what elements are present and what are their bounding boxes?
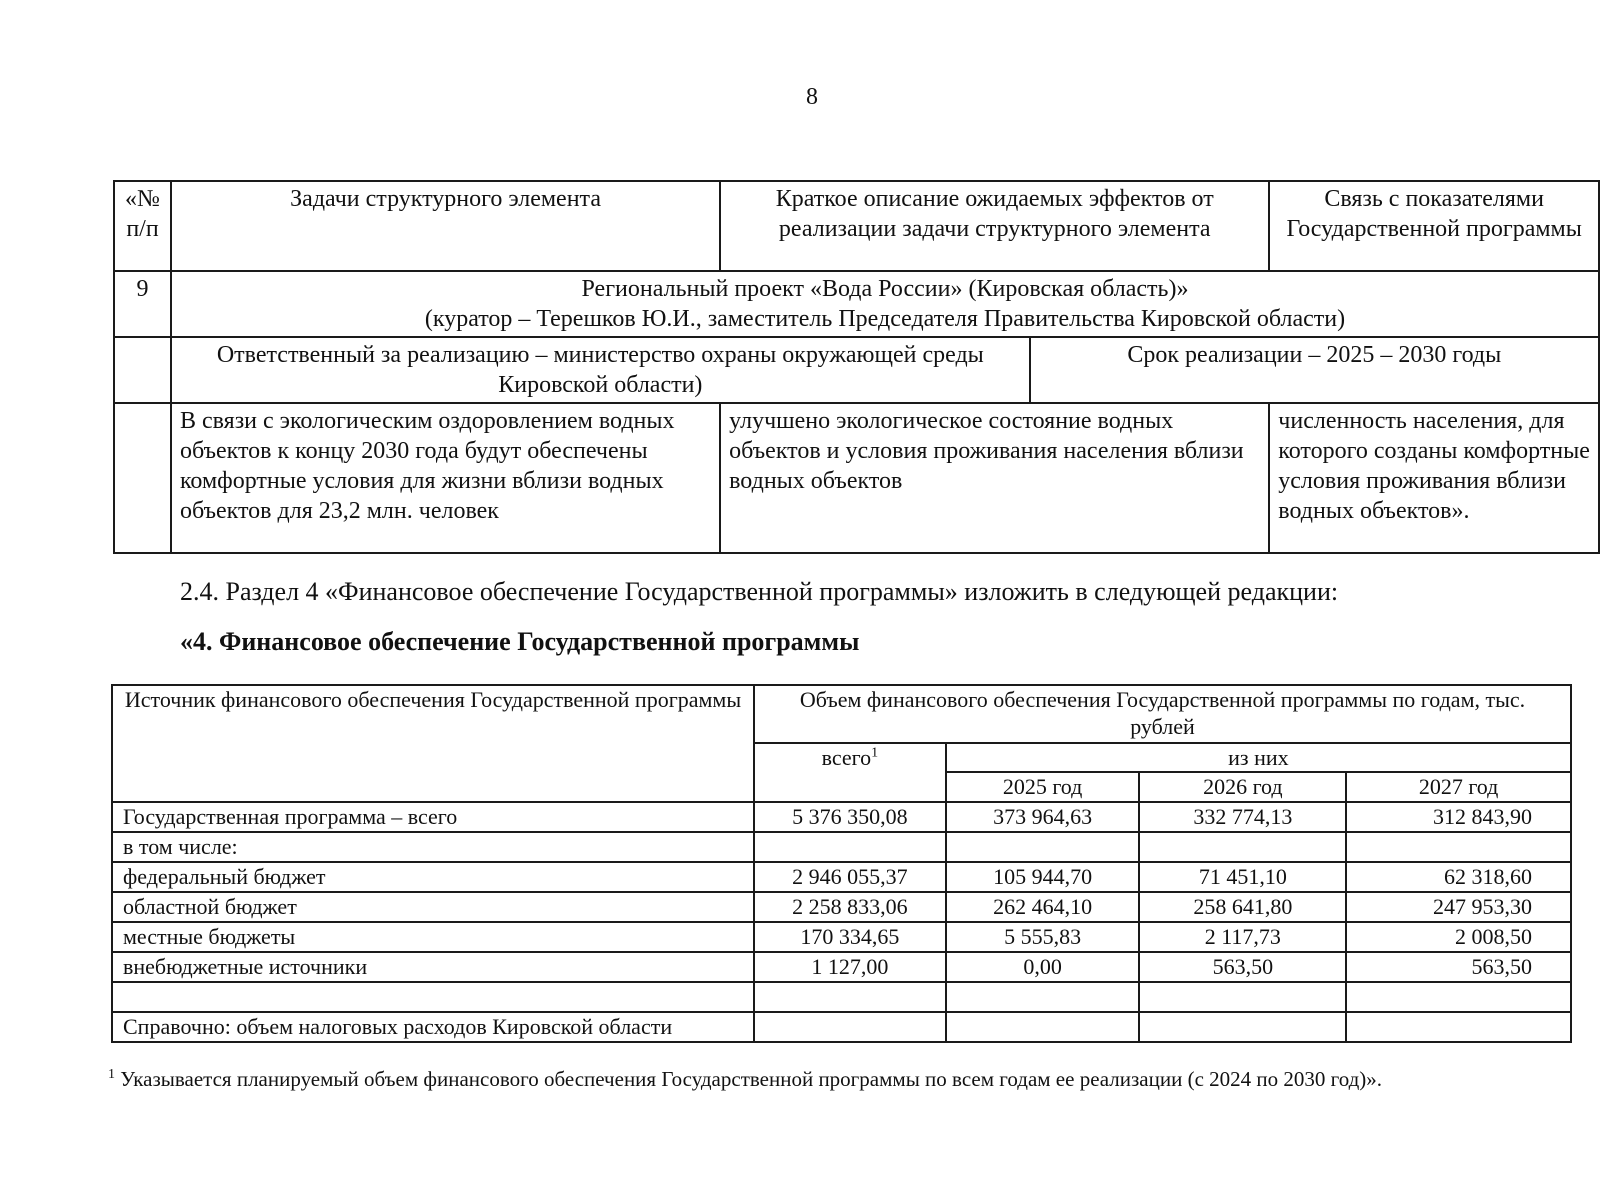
- row-value: [1139, 982, 1346, 1012]
- row-value: [1139, 832, 1346, 862]
- row-value: 5 376 350,08: [754, 802, 946, 832]
- row-value: 0,00: [946, 952, 1140, 982]
- row-value: [1346, 832, 1571, 862]
- effect-cell: улучшено экологическое состояние водных объектов и условия проживания населения вблизи водных объектов: [720, 403, 1269, 553]
- row-value: 5 555,83: [946, 922, 1140, 952]
- amendment-paragraph: 2.4. Раздел 4 «Финансовое обеспечение Государственной программы» изложить в следующей редакции:: [180, 577, 1339, 606]
- structural-element-table: [113, 180, 1600, 554]
- header-total-label: всего: [821, 745, 872, 770]
- table-row: [112, 862, 1571, 892]
- finance-table: [111, 684, 1572, 1043]
- footnote-text: Указывается планируемый объем финансового обеспечения Государственной программы по всем годам ее реализации (с 2024 по 2030 год)».: [120, 1067, 1383, 1091]
- table-row: [112, 802, 1571, 832]
- row-value: 332 774,13: [1139, 802, 1346, 832]
- header-year-2026: 2026 год: [1139, 772, 1346, 802]
- table-row: [112, 892, 1571, 922]
- table-row: [112, 922, 1571, 952]
- footnote-mark: 1: [108, 1067, 115, 1082]
- row-value: 247 953,30: [1346, 892, 1571, 922]
- row-value: [754, 1012, 946, 1042]
- project-row: [114, 271, 1599, 337]
- row-value: [754, 832, 946, 862]
- table-row: [112, 952, 1571, 982]
- row-label: федеральный бюджет: [112, 862, 754, 892]
- task-cell: В связи с экологическим оздоровлением водных объектов к концу 2030 года будут обеспечены комфортные условия для жизни вблизи водных объектов для 23,2 млн. человек: [171, 403, 720, 553]
- row-value: 312 843,90: [1346, 802, 1571, 832]
- table-header-row: [114, 181, 1599, 271]
- row-value: 373 964,63: [946, 802, 1140, 832]
- row-label: внебюджетные источники: [112, 952, 754, 982]
- page-number: 8: [806, 84, 818, 110]
- header-year-2027: 2027 год: [1346, 772, 1571, 802]
- row-value: 71 451,10: [1139, 862, 1346, 892]
- row-value: [754, 982, 946, 1012]
- row-value: [1346, 1012, 1571, 1042]
- header-volume: Объем финансового обеспечения Государственной программы по годам, тыс. рублей: [754, 685, 1571, 743]
- empty-num-cell: [114, 337, 171, 403]
- header-effects: Краткое описание ожидаемых эффектов от реализации задачи структурного элемента: [720, 181, 1269, 271]
- row-value: 170 334,65: [754, 922, 946, 952]
- row-value: [1139, 1012, 1346, 1042]
- header-tasks: Задачи структурного элемента: [171, 181, 720, 271]
- empty-num-cell: [114, 403, 171, 553]
- header-num: «№ п/п: [114, 181, 171, 271]
- row-label: местные бюджеты: [112, 922, 754, 952]
- header-source: Источник финансового обеспечения Государственной программы: [112, 685, 754, 802]
- header-year-2025: 2025 год: [946, 772, 1140, 802]
- link-cell: численность населения, для которого созданы комфортные условия проживания вблизи водных объектов».: [1269, 403, 1599, 553]
- row-number: 9: [114, 271, 171, 337]
- row-label: [112, 982, 754, 1012]
- responsible-row: [114, 337, 1599, 403]
- header-link: Связь с показателями Государственной программы: [1269, 181, 1599, 271]
- row-value: 2 117,73: [1139, 922, 1346, 952]
- table-row: [112, 982, 1571, 1012]
- table-row: [112, 1012, 1571, 1042]
- finance-header-row: [112, 685, 1571, 743]
- row-value: [946, 982, 1140, 1012]
- project-curator: (куратор – Терешков Ю.И., заместитель Председателя Правительства Кировской области): [424, 306, 1346, 332]
- section-heading: «4. Финансовое обеспечение Государственной программы: [180, 627, 860, 656]
- row-value: 105 944,70: [946, 862, 1140, 892]
- project-title: Региональный проект «Вода России» (Кировская область)»: [581, 276, 1189, 302]
- responsible-cell: Ответственный за реализацию – министерство охраны окружающей среды Кировской области): [171, 337, 1030, 403]
- project-cell: [171, 271, 1599, 337]
- row-value: 2 008,50: [1346, 922, 1571, 952]
- footnote-ref: 1: [871, 745, 879, 761]
- row-label: в том числе:: [112, 832, 754, 862]
- term-cell: Срок реализации – 2025 – 2030 годы: [1030, 337, 1599, 403]
- row-label: Справочно: объем налоговых расходов Кировской области: [112, 1012, 754, 1042]
- header-total: [754, 743, 946, 802]
- row-value: [946, 1012, 1140, 1042]
- row-value: 2 258 833,06: [754, 892, 946, 922]
- row-value: 258 641,80: [1139, 892, 1346, 922]
- row-value: 563,50: [1139, 952, 1346, 982]
- table-row: [112, 832, 1571, 862]
- row-value: 62 318,60: [1346, 862, 1571, 892]
- row-value: 262 464,10: [946, 892, 1140, 922]
- row-value: [946, 832, 1140, 862]
- row-value: [1346, 982, 1571, 1012]
- row-label: областной бюджет: [112, 892, 754, 922]
- row-value: 2 946 055,37: [754, 862, 946, 892]
- header-of-which: из них: [946, 743, 1571, 772]
- task-row: [114, 403, 1599, 553]
- row-value: 1 127,00: [754, 952, 946, 982]
- row-label: Государственная программа – всего: [112, 802, 754, 832]
- footnote: [108, 1066, 1382, 1092]
- row-value: 563,50: [1346, 952, 1571, 982]
